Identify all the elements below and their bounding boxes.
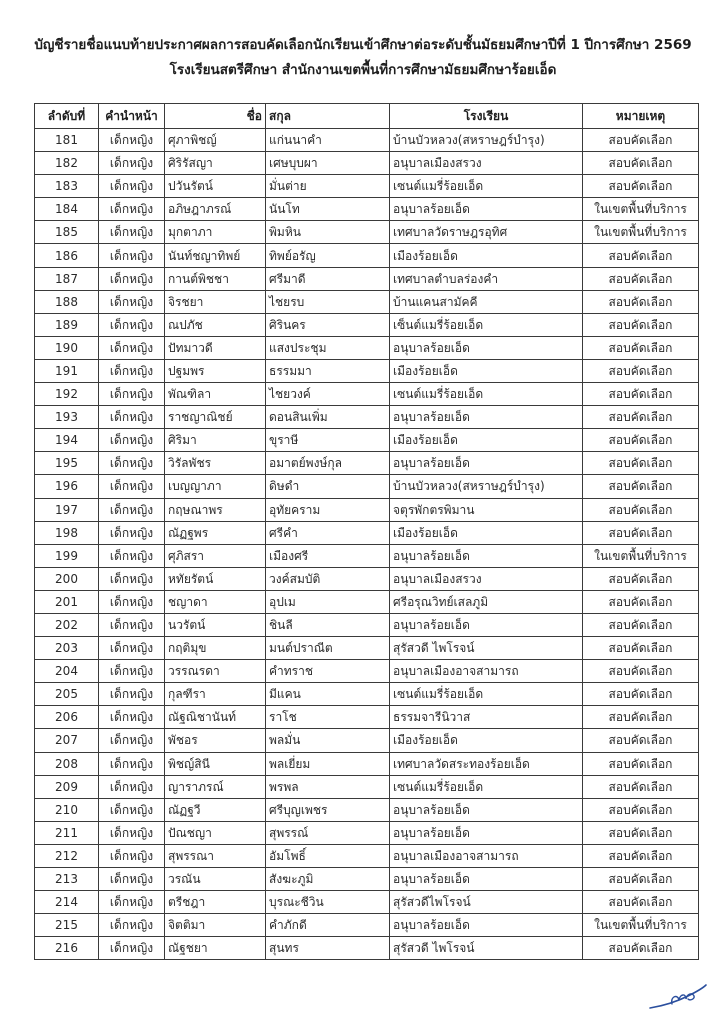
cell-surname: เศษบุบผา — [266, 152, 390, 175]
cell-title: เด็กหญิง — [99, 429, 165, 452]
table-row — [35, 891, 699, 914]
cell-title: เด็กหญิง — [99, 544, 165, 567]
cell-school: อนุบาลร้อยเอ็ด — [390, 198, 583, 221]
cell-title: เด็กหญิง — [99, 175, 165, 198]
cell-no: 197 — [35, 498, 99, 521]
cell-surname: แสงประชุม — [266, 336, 390, 359]
table-row — [35, 914, 699, 937]
cell-no: 213 — [35, 868, 99, 891]
cell-no: 189 — [35, 313, 99, 336]
cell-school: เซนต์แมรี่ร้อยเอ็ด — [390, 683, 583, 706]
cell-surname: ขุราษี — [266, 429, 390, 452]
cell-note: สอบคัดเลือก — [583, 336, 699, 359]
table-row — [35, 290, 699, 313]
table-row — [35, 590, 699, 613]
column-header-no: ลำดับที่ — [35, 104, 99, 129]
cell-no: 188 — [35, 290, 99, 313]
cell-no: 182 — [35, 152, 99, 175]
cell-title: เด็กหญิง — [99, 660, 165, 683]
column-header-note: หมายเหตุ — [583, 104, 699, 129]
cell-school: สุรัสวดี ไพโรจน์ — [390, 637, 583, 660]
cell-name: ญาราภรณ์ — [165, 775, 266, 798]
cell-note: สอบคัดเลือก — [583, 891, 699, 914]
signature-mark — [648, 982, 708, 1012]
cell-name: ศิริรัสญา — [165, 152, 266, 175]
cell-no: 192 — [35, 383, 99, 406]
cell-school: จตุรพักตรพิมาน — [390, 498, 583, 521]
cell-school: เทศบาลตำบลร่องคำ — [390, 267, 583, 290]
cell-school: อนุบาลร้อยเอ็ด — [390, 613, 583, 636]
cell-note: สอบคัดเลือก — [583, 590, 699, 613]
cell-note: ในเขตพื้นที่บริการ — [583, 544, 699, 567]
cell-school: สุรัสวดี ไพโรจน์ — [390, 937, 583, 960]
cell-no: 198 — [35, 521, 99, 544]
cell-name: ณปภัช — [165, 313, 266, 336]
cell-no: 185 — [35, 221, 99, 244]
cell-title: เด็กหญิง — [99, 313, 165, 336]
cell-no: 187 — [35, 267, 99, 290]
cell-title: เด็กหญิง — [99, 336, 165, 359]
cell-note: สอบคัดเลือก — [583, 452, 699, 475]
cell-name: นวรัตน์ — [165, 613, 266, 636]
cell-note: สอบคัดเลือก — [583, 637, 699, 660]
cell-name: ณัฐชยา — [165, 937, 266, 960]
cell-surname: มีแคน — [266, 683, 390, 706]
table-row — [35, 521, 699, 544]
cell-note: สอบคัดเลือก — [583, 706, 699, 729]
cell-surname: อมาตย์พงษ์กุล — [266, 452, 390, 475]
cell-surname: อัมโพธิ์ — [266, 844, 390, 867]
table-row — [35, 359, 699, 382]
cell-surname: พิมหิน — [266, 221, 390, 244]
cell-name: จิตติมา — [165, 914, 266, 937]
cell-no: 202 — [35, 613, 99, 636]
cell-name: เบญญาภา — [165, 475, 266, 498]
cell-surname: แก่นนาคำ — [266, 129, 390, 152]
cell-school: เมืองร้อยเอ็ด — [390, 244, 583, 267]
cell-name: ณัฏฐวี — [165, 798, 266, 821]
cell-name: มุกตาภา — [165, 221, 266, 244]
cell-note: สอบคัดเลือก — [583, 683, 699, 706]
cell-surname: สังฆะภูมิ — [266, 868, 390, 891]
cell-title: เด็กหญิง — [99, 244, 165, 267]
cell-no: 196 — [35, 475, 99, 498]
cell-note: สอบคัดเลือก — [583, 129, 699, 152]
cell-school: บ้านบัวหลวง(สหราษฎร์บำรุง) — [390, 129, 583, 152]
cell-note: สอบคัดเลือก — [583, 313, 699, 336]
cell-name: กฤษณาพร — [165, 498, 266, 521]
cell-note: ในเขตพื้นที่บริการ — [583, 198, 699, 221]
cell-surname: เมืองศรี — [266, 544, 390, 567]
cell-note: สอบคัดเลือก — [583, 844, 699, 867]
column-header-title: คำนำหน้า — [99, 104, 165, 129]
column-header-school: โรงเรียน — [390, 104, 583, 129]
cell-note: สอบคัดเลือก — [583, 729, 699, 752]
table-row — [35, 175, 699, 198]
cell-name: ปฐมพร — [165, 359, 266, 382]
cell-no: 206 — [35, 706, 99, 729]
cell-no: 214 — [35, 891, 99, 914]
cell-school: อนุบาลร้อยเอ็ด — [390, 452, 583, 475]
cell-surname: มนต์ปราณีต — [266, 637, 390, 660]
cell-school: อนุบาลร้อยเอ็ด — [390, 544, 583, 567]
cell-title: เด็กหญิง — [99, 198, 165, 221]
table-row — [35, 336, 699, 359]
cell-surname: สุนทร — [266, 937, 390, 960]
cell-surname: มั่นต่าย — [266, 175, 390, 198]
cell-name: ณัฐณิชานันท์ — [165, 706, 266, 729]
cell-no: 211 — [35, 821, 99, 844]
cell-no: 209 — [35, 775, 99, 798]
cell-note: สอบคัดเลือก — [583, 752, 699, 775]
cell-school: เซ็นต์แมรี่ร้อยเอ็ด — [390, 313, 583, 336]
cell-title: เด็กหญิง — [99, 937, 165, 960]
cell-title: เด็กหญิง — [99, 844, 165, 867]
column-header-surname: สกุล — [266, 104, 390, 129]
cell-name: หทัยรัตน์ — [165, 567, 266, 590]
cell-title: เด็กหญิง — [99, 683, 165, 706]
cell-surname: ศรีคำ — [266, 521, 390, 544]
cell-surname: พลเยี่ยม — [266, 752, 390, 775]
table-row — [35, 844, 699, 867]
cell-name: ชญาดา — [165, 590, 266, 613]
cell-name: ปัณชญา — [165, 821, 266, 844]
cell-school: สุรัสวดีไพโรจน์ — [390, 891, 583, 914]
cell-surname: คำภักดี — [266, 914, 390, 937]
cell-school: เมืองร้อยเอ็ด — [390, 359, 583, 382]
cell-name: ราชญาณิชย์ — [165, 406, 266, 429]
table-row — [35, 221, 699, 244]
table-row — [35, 798, 699, 821]
cell-school: อนุบาลร้อยเอ็ด — [390, 821, 583, 844]
cell-title: เด็กหญิง — [99, 383, 165, 406]
table-row — [35, 868, 699, 891]
table-row — [35, 821, 699, 844]
cell-name: กฤติมุข — [165, 637, 266, 660]
table-row — [35, 267, 699, 290]
student-roster-table — [34, 103, 699, 960]
cell-note: สอบคัดเลือก — [583, 175, 699, 198]
table-row — [35, 129, 699, 152]
cell-no: 190 — [35, 336, 99, 359]
cell-school: เทศบาลวัดราษฎรอุทิศ — [390, 221, 583, 244]
cell-note: สอบคัดเลือก — [583, 498, 699, 521]
cell-note: ในเขตพื้นที่บริการ — [583, 914, 699, 937]
cell-title: เด็กหญิง — [99, 406, 165, 429]
cell-no: 200 — [35, 567, 99, 590]
cell-name: ปวันรัตน์ — [165, 175, 266, 198]
table-body — [35, 129, 699, 960]
document-title: บัญชีรายชื่อแนบท้ายประกาศผลการสอบคัดเลือกนักเรียนเข้าศึกษาต่อระดับชั้นมัธยมศึกษาปีที่ 1 ปีการศึกษา 2569 — [34, 37, 692, 53]
cell-note: สอบคัดเลือก — [583, 429, 699, 452]
table-row — [35, 729, 699, 752]
cell-note: สอบคัดเลือก — [583, 521, 699, 544]
cell-name: พิชญ์สินี — [165, 752, 266, 775]
cell-surname: ศรีมาดี — [266, 267, 390, 290]
cell-name: ศุภิสรา — [165, 544, 266, 567]
cell-no: 184 — [35, 198, 99, 221]
cell-school: อนุบาลเมืองสรวง — [390, 152, 583, 175]
cell-no: 208 — [35, 752, 99, 775]
cell-title: เด็กหญิง — [99, 359, 165, 382]
cell-note: สอบคัดเลือก — [583, 475, 699, 498]
cell-name: กุลฑีรา — [165, 683, 266, 706]
cell-name: สุพรรณา — [165, 844, 266, 867]
cell-surname: ศรีบุญเพชร — [266, 798, 390, 821]
table-row — [35, 313, 699, 336]
cell-surname: ดิษดำ — [266, 475, 390, 498]
cell-surname: ชินลี — [266, 613, 390, 636]
table-row — [35, 544, 699, 567]
cell-title: เด็กหญิง — [99, 267, 165, 290]
cell-surname: ธรรมมา — [266, 359, 390, 382]
cell-no: 216 — [35, 937, 99, 960]
cell-no: 195 — [35, 452, 99, 475]
cell-no: 191 — [35, 359, 99, 382]
table-row — [35, 937, 699, 960]
cell-no: 186 — [35, 244, 99, 267]
cell-no: 204 — [35, 660, 99, 683]
cell-surname: พรพล — [266, 775, 390, 798]
cell-surname: บุรณะชีวิน — [266, 891, 390, 914]
cell-school: อนุบาลร้อยเอ็ด — [390, 406, 583, 429]
cell-note: สอบคัดเลือก — [583, 290, 699, 313]
cell-title: เด็กหญิง — [99, 152, 165, 175]
cell-name: ปัทมาวดี — [165, 336, 266, 359]
cell-no: 194 — [35, 429, 99, 452]
cell-surname: ศิรินคร — [266, 313, 390, 336]
cell-school: เซนต์แมรี่ร้อยเอ็ด — [390, 775, 583, 798]
cell-school: ศรีอรุณวิทย์เสลภูมิ — [390, 590, 583, 613]
cell-school: อนุบาลร้อยเอ็ด — [390, 336, 583, 359]
cell-school: บ้านแคนสามัคคี — [390, 290, 583, 313]
cell-surname: ไชยรบ — [266, 290, 390, 313]
table-row — [35, 429, 699, 452]
cell-title: เด็กหญิง — [99, 868, 165, 891]
cell-note: สอบคัดเลือก — [583, 567, 699, 590]
cell-name: จิรชยา — [165, 290, 266, 313]
table-row — [35, 567, 699, 590]
table-row — [35, 198, 699, 221]
cell-note: สอบคัดเลือก — [583, 821, 699, 844]
column-header-name: ชื่อ — [165, 104, 266, 129]
cell-title: เด็กหญิง — [99, 891, 165, 914]
cell-title: เด็กหญิง — [99, 290, 165, 313]
cell-school: เมืองร้อยเอ็ด — [390, 429, 583, 452]
cell-note: สอบคัดเลือก — [583, 406, 699, 429]
cell-note: สอบคัดเลือก — [583, 244, 699, 267]
cell-school: เมืองร้อยเอ็ด — [390, 729, 583, 752]
table-row — [35, 660, 699, 683]
cell-no: 205 — [35, 683, 99, 706]
cell-school: อนุบาลเมืองสรวง — [390, 567, 583, 590]
cell-no: 183 — [35, 175, 99, 198]
table-header-row — [35, 104, 699, 129]
cell-school: ธรรมจารีนิวาส — [390, 706, 583, 729]
cell-surname: พลมั่น — [266, 729, 390, 752]
cell-no: 212 — [35, 844, 99, 867]
cell-school: อนุบาลเมืองอาจสามารถ — [390, 660, 583, 683]
table-row — [35, 752, 699, 775]
cell-no: 215 — [35, 914, 99, 937]
cell-no: 207 — [35, 729, 99, 752]
cell-title: เด็กหญิง — [99, 567, 165, 590]
cell-title: เด็กหญิง — [99, 452, 165, 475]
cell-no: 203 — [35, 637, 99, 660]
cell-no: 199 — [35, 544, 99, 567]
cell-note: ในเขตพื้นที่บริการ — [583, 221, 699, 244]
cell-school: เทศบาลวัดสระทองร้อยเอ็ด — [390, 752, 583, 775]
cell-title: เด็กหญิง — [99, 498, 165, 521]
cell-title: เด็กหญิง — [99, 475, 165, 498]
cell-surname: สุพรรณ์ — [266, 821, 390, 844]
cell-note: สอบคัดเลือก — [583, 613, 699, 636]
cell-name: ศุภาพิชญ์ — [165, 129, 266, 152]
cell-note: สอบคัดเลือก — [583, 152, 699, 175]
cell-name: ศิริมา — [165, 429, 266, 452]
cell-note: สอบคัดเลือก — [583, 868, 699, 891]
cell-title: เด็กหญิง — [99, 590, 165, 613]
cell-note: สอบคัดเลือก — [583, 359, 699, 382]
cell-title: เด็กหญิง — [99, 521, 165, 544]
cell-title: เด็กหญิง — [99, 821, 165, 844]
table-row — [35, 637, 699, 660]
cell-school: อนุบาลร้อยเอ็ด — [390, 798, 583, 821]
cell-title: เด็กหญิง — [99, 729, 165, 752]
cell-surname: คำทราช — [266, 660, 390, 683]
cell-school: เซนต์แมรี่ร้อยเอ็ด — [390, 383, 583, 406]
cell-school: อนุบาลเมืองอาจสามารถ — [390, 844, 583, 867]
cell-name: วรรณรดา — [165, 660, 266, 683]
cell-surname: ไชยวงค์ — [266, 383, 390, 406]
cell-name: ตรีชฎา — [165, 891, 266, 914]
cell-name: วรณัน — [165, 868, 266, 891]
cell-surname: ราโช — [266, 706, 390, 729]
table-row — [35, 383, 699, 406]
cell-name: วิรัลพัชร — [165, 452, 266, 475]
cell-title: เด็กหญิง — [99, 914, 165, 937]
table-row — [35, 775, 699, 798]
cell-name: นันท์ชญาทิพย์ — [165, 244, 266, 267]
cell-school: อนุบาลร้อยเอ็ด — [390, 868, 583, 891]
cell-name: กานต์พิชชา — [165, 267, 266, 290]
cell-title: เด็กหญิง — [99, 613, 165, 636]
cell-surname: วงค์สมบัติ — [266, 567, 390, 590]
table-row — [35, 498, 699, 521]
table-row — [35, 613, 699, 636]
cell-no: 193 — [35, 406, 99, 429]
cell-note: สอบคัดเลือก — [583, 937, 699, 960]
cell-school: เซนต์แมรี่ร้อยเอ็ด — [390, 175, 583, 198]
table-row — [35, 406, 699, 429]
table-row — [35, 452, 699, 475]
cell-surname: ทิพย์อรัญ — [266, 244, 390, 267]
cell-note: สอบคัดเลือก — [583, 798, 699, 821]
document-subtitle: โรงเรียนสตรีศึกษา สำนักงานเขตพื้นที่การศึกษามัธยมศึกษาร้อยเอ็ด — [169, 62, 557, 78]
cell-name: อภิษฎาภรณ์ — [165, 198, 266, 221]
table-row — [35, 706, 699, 729]
cell-name: ณัฏฐพร — [165, 521, 266, 544]
cell-no: 201 — [35, 590, 99, 613]
table-row — [35, 152, 699, 175]
cell-note: สอบคัดเลือก — [583, 660, 699, 683]
cell-surname: นันโท — [266, 198, 390, 221]
cell-title: เด็กหญิง — [99, 775, 165, 798]
cell-school: บ้านบัวหลวง(สหราษฎร์บำรุง) — [390, 475, 583, 498]
cell-note: สอบคัดเลือก — [583, 267, 699, 290]
cell-school: เมืองร้อยเอ็ด — [390, 521, 583, 544]
cell-no: 210 — [35, 798, 99, 821]
cell-name: พัชอร — [165, 729, 266, 752]
cell-surname: อุทัยคราม — [266, 498, 390, 521]
cell-note: สอบคัดเลือก — [583, 383, 699, 406]
cell-title: เด็กหญิง — [99, 798, 165, 821]
cell-title: เด็กหญิง — [99, 637, 165, 660]
table-row — [35, 244, 699, 267]
cell-name: พัณฑิลา — [165, 383, 266, 406]
cell-school: อนุบาลร้อยเอ็ด — [390, 914, 583, 937]
cell-note: สอบคัดเลือก — [583, 775, 699, 798]
table-row — [35, 475, 699, 498]
cell-surname: ดอนสินเพิ่ม — [266, 406, 390, 429]
cell-title: เด็กหญิง — [99, 706, 165, 729]
cell-no: 181 — [35, 129, 99, 152]
cell-title: เด็กหญิง — [99, 752, 165, 775]
cell-title: เด็กหญิง — [99, 221, 165, 244]
cell-title: เด็กหญิง — [99, 129, 165, 152]
cell-surname: อุปเม — [266, 590, 390, 613]
table-row — [35, 683, 699, 706]
